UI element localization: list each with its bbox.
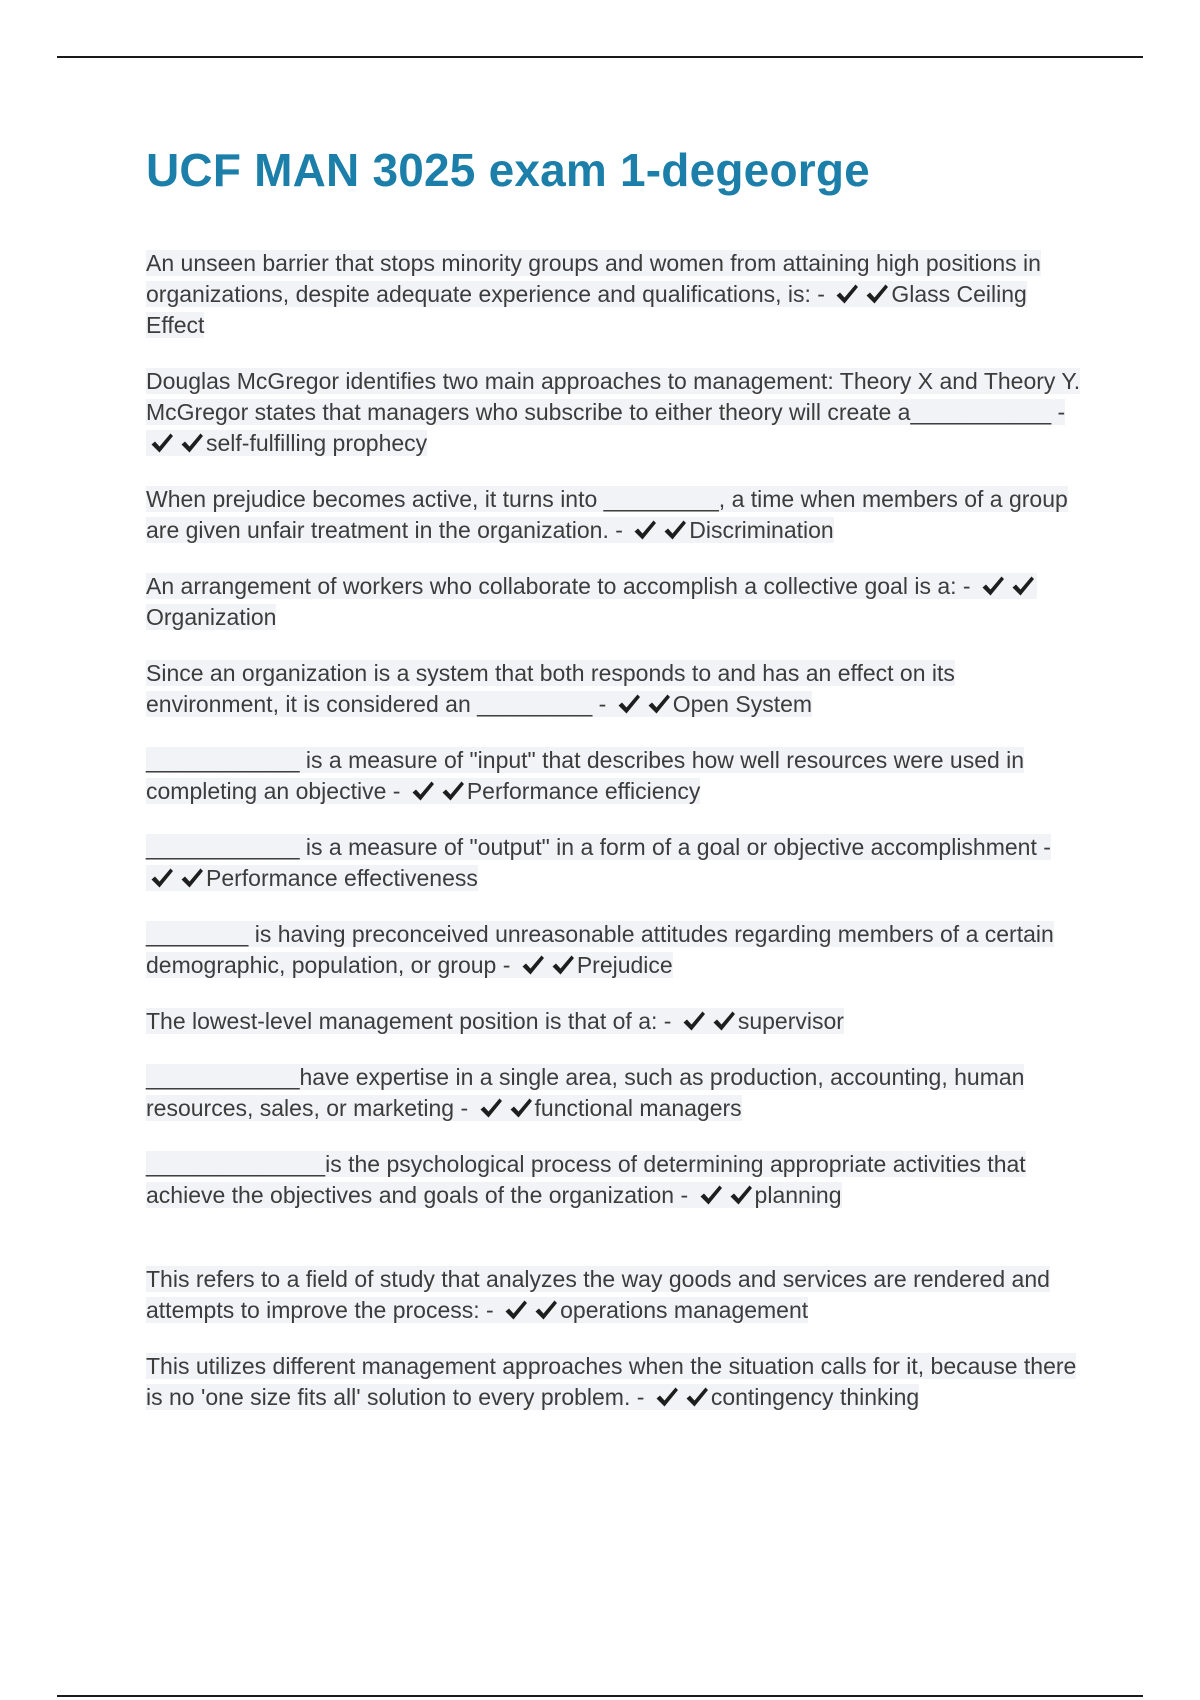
qa-item-text (146, 1064, 1024, 1121)
qa-item (146, 484, 1086, 546)
question-text: ____________ is a measure of "input" that describes how well resources were used in completing an objective (146, 747, 1025, 804)
separator: - (657, 1008, 678, 1034)
check-mark-icon (479, 1097, 503, 1119)
check-mark-icon (655, 1386, 679, 1408)
separator: - (386, 778, 407, 804)
check-mark-icon (865, 283, 889, 305)
check-mark-icon (712, 1010, 736, 1032)
check-mark-icon (729, 1184, 753, 1206)
check-mark-icon (981, 575, 1005, 597)
qa-item (146, 1149, 1086, 1211)
answer-text: Open System (672, 691, 813, 717)
qa-item-text (146, 1008, 844, 1034)
question-text: Since an organization is a system that both responds to and has an effect on its environment, it is considered an _________ (146, 660, 955, 717)
qa-list (146, 248, 1086, 1413)
qa-item (146, 1062, 1086, 1124)
qa-item (146, 1351, 1086, 1413)
answer-text: Performance effectiveness (206, 865, 478, 891)
top-rule (57, 56, 1143, 58)
check-mark-icon (633, 519, 657, 541)
question-text: ______________is the psychological process of determining appropriate activities that achieve the objectives and goals of the organization (146, 1151, 1026, 1208)
check-mark-icon (504, 1299, 528, 1321)
separator: - (1036, 834, 1051, 860)
qa-item-text (146, 1151, 1026, 1208)
check-mark-icon (150, 432, 174, 454)
answer-text: Prejudice (576, 952, 673, 978)
qa-item-text (146, 486, 1068, 543)
qa-item-text (146, 747, 1024, 804)
qa-item (146, 1006, 1086, 1037)
separator: - (496, 952, 517, 978)
qa-item (146, 366, 1086, 459)
answer-text: planning (754, 1182, 842, 1208)
check-mark-icon (521, 954, 545, 976)
answer-text: Performance efficiency (466, 778, 701, 804)
separator: - (479, 1297, 501, 1323)
check-mark-icon (617, 693, 641, 715)
answer-text: supervisor (737, 1008, 844, 1034)
separator: - (810, 281, 832, 307)
check-mark-icon (835, 283, 859, 305)
question-text: ____________ is a measure of "output" in a form of a goal or objective accomplishment (146, 834, 1037, 860)
answer-text: contingency thinking (710, 1384, 920, 1410)
check-mark-icon (699, 1184, 723, 1206)
check-mark-icon (411, 780, 435, 802)
question-text: Douglas McGregor identifies two main approaches to management: Theory X and Theory Y. McGregor states that managers who subscribe to either theory will create a___________ (146, 368, 1081, 425)
answer-text: Discrimination (689, 517, 834, 543)
qa-item-text (146, 368, 1080, 456)
answer-text: functional managers (534, 1095, 742, 1121)
qa-item-text (146, 834, 1051, 891)
qa-item (146, 658, 1086, 720)
document-title: UCF MAN 3025 exam 1-degeorge (146, 144, 870, 196)
check-mark-icon (647, 693, 671, 715)
qa-item (146, 745, 1086, 807)
document-body (146, 142, 1086, 1438)
separator: - (956, 573, 977, 599)
answer-text: operations management (560, 1297, 809, 1323)
question-text: This refers to a field of study that analyzes the way goods and services are rendered and attempts to improve the process: (146, 1266, 1050, 1323)
separator: - (608, 517, 630, 543)
qa-item (146, 919, 1086, 981)
check-mark-icon (180, 867, 204, 889)
qa-item (146, 1264, 1086, 1326)
question-text: An arrangement of workers who collaborate to accomplish a collective goal is a: (146, 573, 957, 599)
qa-item-text (146, 1353, 1076, 1410)
separator: - (1051, 399, 1066, 425)
check-mark-icon (150, 867, 174, 889)
answer-text: Glass Ceiling Effect (146, 281, 1027, 338)
separator: - (674, 1182, 695, 1208)
check-mark-icon (551, 954, 575, 976)
check-mark-icon (1011, 575, 1035, 597)
question-text: When prejudice becomes active, it turns into _________, a time when members of a group are given unfair treatment in the organization. (146, 486, 1068, 543)
check-mark-icon (509, 1097, 533, 1119)
separator: - (454, 1095, 475, 1121)
check-mark-icon (441, 780, 465, 802)
bottom-rule (57, 1695, 1143, 1697)
question-text: An unseen barrier that stops minority groups and women from attaining high positions in organizations, despite adequate experience and qualifications, is: (146, 250, 1041, 307)
qa-item-text (146, 573, 1037, 630)
separator: - (592, 691, 613, 717)
answer-text: self-fulfilling prophecy (206, 430, 428, 456)
separator: - (630, 1384, 651, 1410)
question-text: The lowest-level management position is that of a: (146, 1008, 658, 1034)
check-mark-icon (180, 432, 204, 454)
qa-item-text (146, 1266, 1050, 1323)
qa-item (146, 571, 1086, 633)
question-text: ________ is having preconceived unreasonable attitudes regarding members of a certain demographic, population, or group (146, 921, 1054, 978)
qa-item-text (146, 250, 1041, 338)
question-text: This utilizes different management approaches when the situation calls for it, because there is no 'one size fits all' solution to every problem. (146, 1353, 1077, 1410)
qa-item (146, 832, 1086, 894)
check-mark-icon (685, 1386, 709, 1408)
check-mark-icon (663, 519, 687, 541)
answer-text: Organization (146, 604, 277, 630)
check-mark-icon (682, 1010, 706, 1032)
check-mark-icon (534, 1299, 558, 1321)
qa-item-text (146, 660, 955, 717)
question-text: ____________have expertise in a single area, such as production, accounting, human resources, sales, or marketing (146, 1064, 1025, 1121)
qa-item (146, 248, 1086, 341)
qa-item-text (146, 921, 1054, 978)
